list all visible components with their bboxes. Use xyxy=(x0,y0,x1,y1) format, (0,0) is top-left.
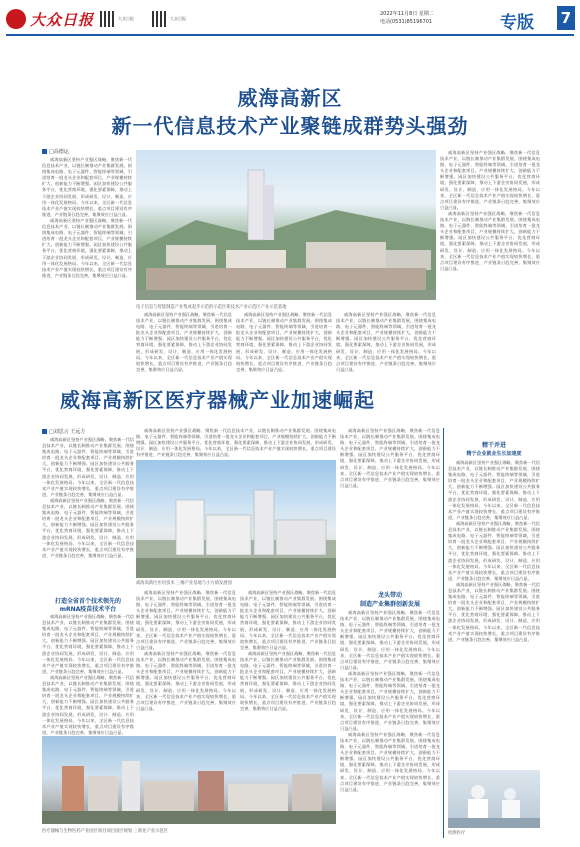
article1-title-line2: 新一代信息技术产业聚链成群势头强劲 xyxy=(111,114,469,138)
medical-park-illustration xyxy=(136,460,336,578)
page-number: 7 xyxy=(557,6,575,30)
article2-subhead1-line2: mRNA疫苗技术平台 xyxy=(59,606,117,613)
paper-name: 大众日报 xyxy=(30,10,95,29)
article2-byline: □刘思言 王远方 xyxy=(42,428,85,435)
article2-column-mid-right: 威海高新区坚持产业强区战略，聚焦新一代信息技术产业，以链长制推动产业集群发展。围绕集成电路、电子元器件、智能终端等领域，引进培育一批龙头企业和配套项目，产业规模持续扩大，创新能力不断增强。园区加快建设公共服务平台，优化营商环境，强化要素保障，推动上下游企业协同发展，形成研发、设计、制造、应用一体化发展格局。今年以来，全区新一代信息技术产业产值实现较快增长，重点项目建设有序推进，产业链条日趋完善，集聚效应日益凸显。 xyxy=(340,428,440,488)
article1-column-2: 威海高新区坚持产业强区战略，聚焦新一代信息技术产业，以链长制推动产业集群发展。围绕集成电路、电子元器件、智能终端等领域，引进培育一批龙头企业和配套项目，产业规模持续扩大，创新能力不断增强。园区加快建设公共服务平台，优化营商环境，强化要素保障，推动上下游企业协同发展，形成研发、设计、制造、应用一体化发展格局。今年以来，全区新一代信息技术产业产值实现较快增长，重点项目建设有序推进，产业链条日趋完善，集聚效应日益凸显。 xyxy=(136,312,232,372)
article2-column-top-mid: 威海高新区坚持产业强区战略，聚焦新一代信息技术产业，以链长制推动产业集群发展。围绕集成电路、电子元器件、智能终端等领域，引进培育一批龙头企业和配套项目，产业规模持续扩大，创新能力不断增强。园区加快建设公共服务平台，优化营商环境，强化要素保障，推动上下游企业协同发展，形成研发、设计、制造、应用一体化发展格局。今年以来，全区新一代信息技术产业产值实现较快增长，重点项目建设有序推进，产业链条日趋完善，集聚效应日益凸显。 xyxy=(136,428,336,458)
qr-code-icon xyxy=(100,11,116,27)
date-info xyxy=(380,10,434,26)
industrial-park-illustration xyxy=(42,736,336,824)
lab-worker-illustration xyxy=(448,770,540,828)
article1-column-left: 威海高新区坚持产业强区战略，聚焦新一代信息技术产业，以链长制推动产业集群发展。围绕集成电路、电子元器件、智能终端等领域，引进培育一批龙头企业和配套项目，产业规模持续扩大，创新能力不断增强。园区加快建设公共服务平台，优化营商环境，强化要素保障，推动上下游企业协同发展，形成研发、设计、制造、应用一体化发展格局。今年以来，全区新一代信息技术产业产值实现较快增长，重点项目建设有序推进，产业链条日趋完善，集聚效应日益凸显。 威海高新区坚持产业强区战略，聚焦新一代信息技术产业，以链长制推动产业集群发展。围绕集成电路、电子元器件、智能终端等领域，引进培育一批龙头企业和配套项目，产业规模持续扩大，创新能力不断增强。园区加快建设公共服务平台，优化营商环境，强化要素保障，推动上下游企业协同发展，形成研发、设计、制造、应用一体化发展格局。今年以来，全区新一代信息技术产业产值实现较快增长，重点项目建设有序推进，产业链条日趋完善，集聚效应日益凸显。 xyxy=(42,157,132,278)
bottom-photo xyxy=(42,736,336,824)
sidebar-title-line2: 精于企业就业生长加速度 xyxy=(466,451,522,457)
phone: 电话(0531)85196701 xyxy=(380,19,433,25)
article2-column-4: 威海高新区坚持产业强区战略，聚焦新一代信息技术产业，以链长制推动产业集群发展。围绕集成电路、电子元器件、智能终端等领域，引进培育一批龙头企业和配套项目，产业规模持续扩大，创新能力不断增强。园区加快建设公共服务平台，优化营商环境，强化要素保障，推动上下游企业协同发展，形成研发、设计、制造、应用一体化发展格局。今年以来，全区新一代信息技术产业产值实现较快增长，重点项目建设有序推进，产业链条日趋完善，集聚效应日益凸显。 威海高新区坚持产业强区战略，聚焦新一代信息技术产业，以链长制推动产业集群发展。围绕集成电路、电子元器件、智能终端等领域，引进培育一批龙头企业和配套项目，产业规模持续扩大，创新能力不断增强。园区加快建设公共服务平台，优化营商环境，强化要素保障，推动上下游企业协同发展，形成研发、设计、制造、应用一体化发展格局。今年以来，全区新一代信息技术产业产值实现较快增长，重点项目建设有序推进，产业链条日趋完善，集聚效应日益凸显。 威海高新区坚持产业强区战略，聚焦新一代信息技术产业，以链长制推动产业集群发展。围绕集成电路、电子元器件、智能终端等领域，引进培育一批龙头企业和配套项目，产业规模持续扩大，创新能力不断增强。园区加快建设公共服务平台，优化营商环境，强化要素保障，推动上下游企业协同发展，形成研发、设计、制造、应用一体化发展格局。今年以来，全区新一代信息技术产业产值实现较快增长，重点项目建设有序推进，产业链条日趋完善，集聚效应日益凸显。 xyxy=(340,610,440,792)
article2-column-2: 威海高新区坚持产业强区战略，聚焦新一代信息技术产业，以链长制推动产业集群发展。围绕集成电路、电子元器件、智能终端等领域，引进培育一批龙头企业和配套项目，产业规模持续扩大，创新能力不断增强。园区加快建设公共服务平台，优化营商环境，强化要素保障，推动上下游企业协同发展，形成研发、设计、制造、应用一体化发展格局。今年以来，全区新一代信息技术产业产值实现较快增长，重点项目建设有序推进，产业链条日趋完善，集聚效应日益凸显。 威海高新区坚持产业强区战略，聚焦新一代信息技术产业，以链长制推动产业集群发展。围绕集成电路、电子元器件、智能终端等领域，引进培育一批龙头企业和配套项目，产业规模持续扩大，创新能力不断增强。园区加快建设公共服务平台，优化营商环境，强化要素保障，推动上下游企业协同发展，形成研发、设计、制造、应用一体化发展格局。今年以来，全区新一代信息技术产业产值实现较快增长，重点项目建设有序推进，产业链条日趋完善，集聚效应日益凸显。 xyxy=(136,590,236,711)
article2-title: 威海高新区医疗器械产业加速崛起 xyxy=(60,388,375,412)
newspaper-logo-icon xyxy=(6,9,26,29)
article1-column-4: 威海高新区坚持产业强区战略，聚焦新一代信息技术产业，以链长制推动产业集群发展。围绕集成电路、电子元器件、智能终端等领域，引进培育一批龙头企业和配套项目，产业规模持续扩大，创新能力不断增强。园区加快建设公共服务平台，优化营商环境，强化要素保障，推动上下游企业协同发展，形成研发、设计、制造、应用一体化发展格局。今年以来，全区新一代信息技术产业产值实现较快增长，重点项目建设有序推进，产业链条日趋完善，集聚效应日益凸显。 xyxy=(336,312,436,372)
article1-photo xyxy=(136,150,436,300)
logo-bar xyxy=(6,6,198,32)
city-photo-illustration xyxy=(136,150,436,300)
section-label: 专版 xyxy=(500,13,534,33)
article2-subhead3: 制造产业集群创新发展 xyxy=(359,601,420,608)
masthead xyxy=(0,0,580,40)
article1-photo-caption: 电子信息与智能制造产业集成起步示范的示范区新技术产业示范区产业示范基地 xyxy=(136,305,287,310)
lab-photo xyxy=(448,770,540,828)
issue-date: 2022年11月8日 星期二 xyxy=(380,11,434,17)
qr-label: 大众日报 xyxy=(170,16,187,21)
article2-subhead2: 龙头带动 xyxy=(377,592,402,599)
qr-label: 大众日报 xyxy=(118,16,135,21)
article1-column-3: 威海高新区坚持产业强区战略，聚焦新一代信息技术产业，以链长制推动产业集群发展。围绕集成电路、电子元器件、智能终端等领域，引进培育一批龙头企业和配套项目，产业规模持续扩大，创新能力不断增强。园区加快建设公共服务平台，优化营商环境，强化要素保障，推动上下游企业协同发展，形成研发、设计、制造、应用一体化发展格局。今年以来，全区新一代信息技术产业产值实现较快增长，重点项目建设有序推进，产业链条日趋完善，集聚效应日益凸显。 xyxy=(236,312,332,372)
article2-column-left-2: 威海高新区坚持产业强区战略，聚焦新一代信息技术产业，以链长制推动产业集群发展。围绕集成电路、电子元器件、智能终端等领域，引进培育一批龙头企业和配套项目，产业规模持续扩大，创新能力不断增强。园区加快建设公共服务平台，优化营商环境，强化要素保障，推动上下游企业协同发展，形成研发、设计、制造、应用一体化发展格局。今年以来，全区新一代信息技术产业产值实现较快增长，重点项目建设有序推进，产业链条日趋完善，集聚效应日益凸显。 威海高新区坚持产业强区战略，聚焦新一代信息技术产业，以链长制推动产业集群发展。围绕集成电路、电子元器件、智能终端等领域，引进培育一批龙头企业和配套项目，产业规模持续扩大，创新能力不断增强。园区加快建设公共服务平台，优化营商环境，强化要素保障，推动上下游企业协同发展，形成研发、设计、制造、应用一体化发展格局。今年以来，全区新一代信息技术产业产值实现较快增长，重点项目建设有序推进，产业链条日趋完善，集聚效应日益凸显。 xyxy=(42,614,134,735)
sidebar-title-line1: 精干并进 xyxy=(481,442,506,449)
article2-column-left: 威海高新区坚持产业强区战略，聚焦新一代信息技术产业，以链长制推动产业集群发展。围绕集成电路、电子元器件、智能终端等领域，引进培育一批龙头企业和配套项目，产业规模持续扩大，创新能力不断增强。园区加快建设公共服务平台，优化营商环境，强化要素保障，推动上下游企业协同发展，形成研发、设计、制造、应用一体化发展格局。今年以来，全区新一代信息技术产业产值实现较快增长，重点项目建设有序推进，产业链条日趋完善，集聚效应日益凸显。 威海高新区坚持产业强区战略，聚焦新一代信息技术产业，以链长制推动产业集群发展。围绕集成电路、电子元器件、智能终端等领域，引进培育一批龙头企业和配套项目，产业规模持续扩大，创新能力不断增强。园区加快建设公共服务平台，优化营商环境，强化要素保障，推动上下游企业协同发展，形成研发、设计、制造、应用一体化发展格局。今年以来，全区新一代信息技术产业产值实现较快增长，重点项目建设有序推进，产业链条日趋完善，集聚效应日益凸显。 xyxy=(42,437,134,558)
article2-photo-caption: 威海高新区医用技术 三橡产业基地与小方镇发展园 xyxy=(136,581,232,586)
article2-photo xyxy=(136,460,336,578)
article2-subhead1-line1: 打造全省首个技术领先的 xyxy=(54,598,121,605)
lab-photo-caption: 检测医疗 xyxy=(448,831,466,836)
article2-column-3: 威海高新区坚持产业强区战略，聚焦新一代信息技术产业，以链长制推动产业集群发展。围绕集成电路、电子元器件、智能终端等领域，引进培育一批龙头企业和配套项目，产业规模持续扩大，创新能力不断增强。园区加快建设公共服务平台，优化营商环境，强化要素保障，推动上下游企业协同发展，形成研发、设计、制造、应用一体化发展格局。今年以来，全区新一代信息技术产业产值实现较快增长，重点项目建设有序推进，产业链条日趋完善，集聚效应日益凸显。 威海高新区坚持产业强区战略，聚焦新一代信息技术产业，以链长制推动产业集群发展。围绕集成电路、电子元器件、智能终端等领域，引进培育一批龙头企业和配套项目，产业规模持续扩大，创新能力不断增强。园区加快建设公共服务平台，优化营商环境，强化要素保障，推动上下游企业协同发展，形成研发、设计、制造、应用一体化发展格局。今年以来，全区新一代信息技术产业产值实现较快增长，重点项目建设有序推进，产业链条日趋完善，集聚效应日益凸显。 xyxy=(240,590,336,711)
masthead-rule xyxy=(6,34,574,36)
bottom-photo-caption: 医疗器械与生物医药产业园区项目项目园区规划 三新化产业示范区 xyxy=(42,829,168,834)
article1-byline: □高德运 xyxy=(42,148,69,155)
qr-code-icon xyxy=(152,11,168,27)
sidebar-column: 威海高新区坚持产业强区战略，聚焦新一代信息技术产业，以链长制推动产业集群发展。围绕集成电路、电子元器件、智能终端等领域，引进培育一批龙头企业和配套项目，产业规模持续扩大，创新能力不断增强。园区加快建设公共服务平台，优化营商环境，强化要素保障，推动上下游企业协同发展，形成研发、设计、制造、应用一体化发展格局。今年以来，全区新一代信息技术产业产值实现较快增长，重点项目建设有序推进，产业链条日趋完善，集聚效应日益凸显。 威海高新区坚持产业强区战略，聚焦新一代信息技术产业，以链长制推动产业集群发展。围绕集成电路、电子元器件、智能终端等领域，引进培育一批龙头企业和配套项目，产业规模持续扩大，创新能力不断增强。园区加快建设公共服务平台，优化营商环境，强化要素保障，推动上下游企业协同发展，形成研发、设计、制造、应用一体化发展格局。今年以来，全区新一代信息技术产业产值实现较快增长，重点项目建设有序推进，产业链条日趋完善，集聚效应日益凸显。 威海高新区坚持产业强区战略，聚焦新一代信息技术产业，以链长制推动产业集群发展。围绕集成电路、电子元器件、智能终端等领域，引进培育一批龙头企业和配套项目，产业规模持续扩大，创新能力不断增强。园区加快建设公共服务平台，优化营商环境，强化要素保障，推动上下游企业协同发展，形成研发、设计、制造、应用一体化发展格局。今年以来，全区新一代信息技术产业产值实现较快增长，重点项目建设有序推进，产业链条日趋完善，集聚效应日益凸显。 xyxy=(448,460,540,642)
article1-title-line1: 威海高新区 xyxy=(237,86,343,110)
sidebar-divider xyxy=(443,428,444,838)
article1-column-right: 威海高新区坚持产业强区战略，聚焦新一代信息技术产业，以链长制推动产业集群发展。围绕集成电路、电子元器件、智能终端等领域，引进培育一批龙头企业和配套项目，产业规模持续扩大，创新能力不断增强。园区加快建设公共服务平台，优化营商环境，强化要素保障，推动上下游企业协同发展，形成研发、设计、制造、应用一体化发展格局。今年以来，全区新一代信息技术产业产值实现较快增长，重点项目建设有序推进，产业链条日趋完善，集聚效应日益凸显。 威海高新区坚持产业强区战略，聚焦新一代信息技术产业，以链长制推动产业集群发展。围绕集成电路、电子元器件、智能终端等领域，引进培育一批龙头企业和配套项目，产业规模持续扩大，创新能力不断增强。园区加快建设公共服务平台，优化营商环境，强化要素保障，推动上下游企业协同发展，形成研发、设计、制造、应用一体化发展格局。今年以来，全区新一代信息技术产业产值实现较快增长，重点项目建设有序推进，产业链条日趋完善，集聚效应日益凸显。 xyxy=(440,150,540,271)
